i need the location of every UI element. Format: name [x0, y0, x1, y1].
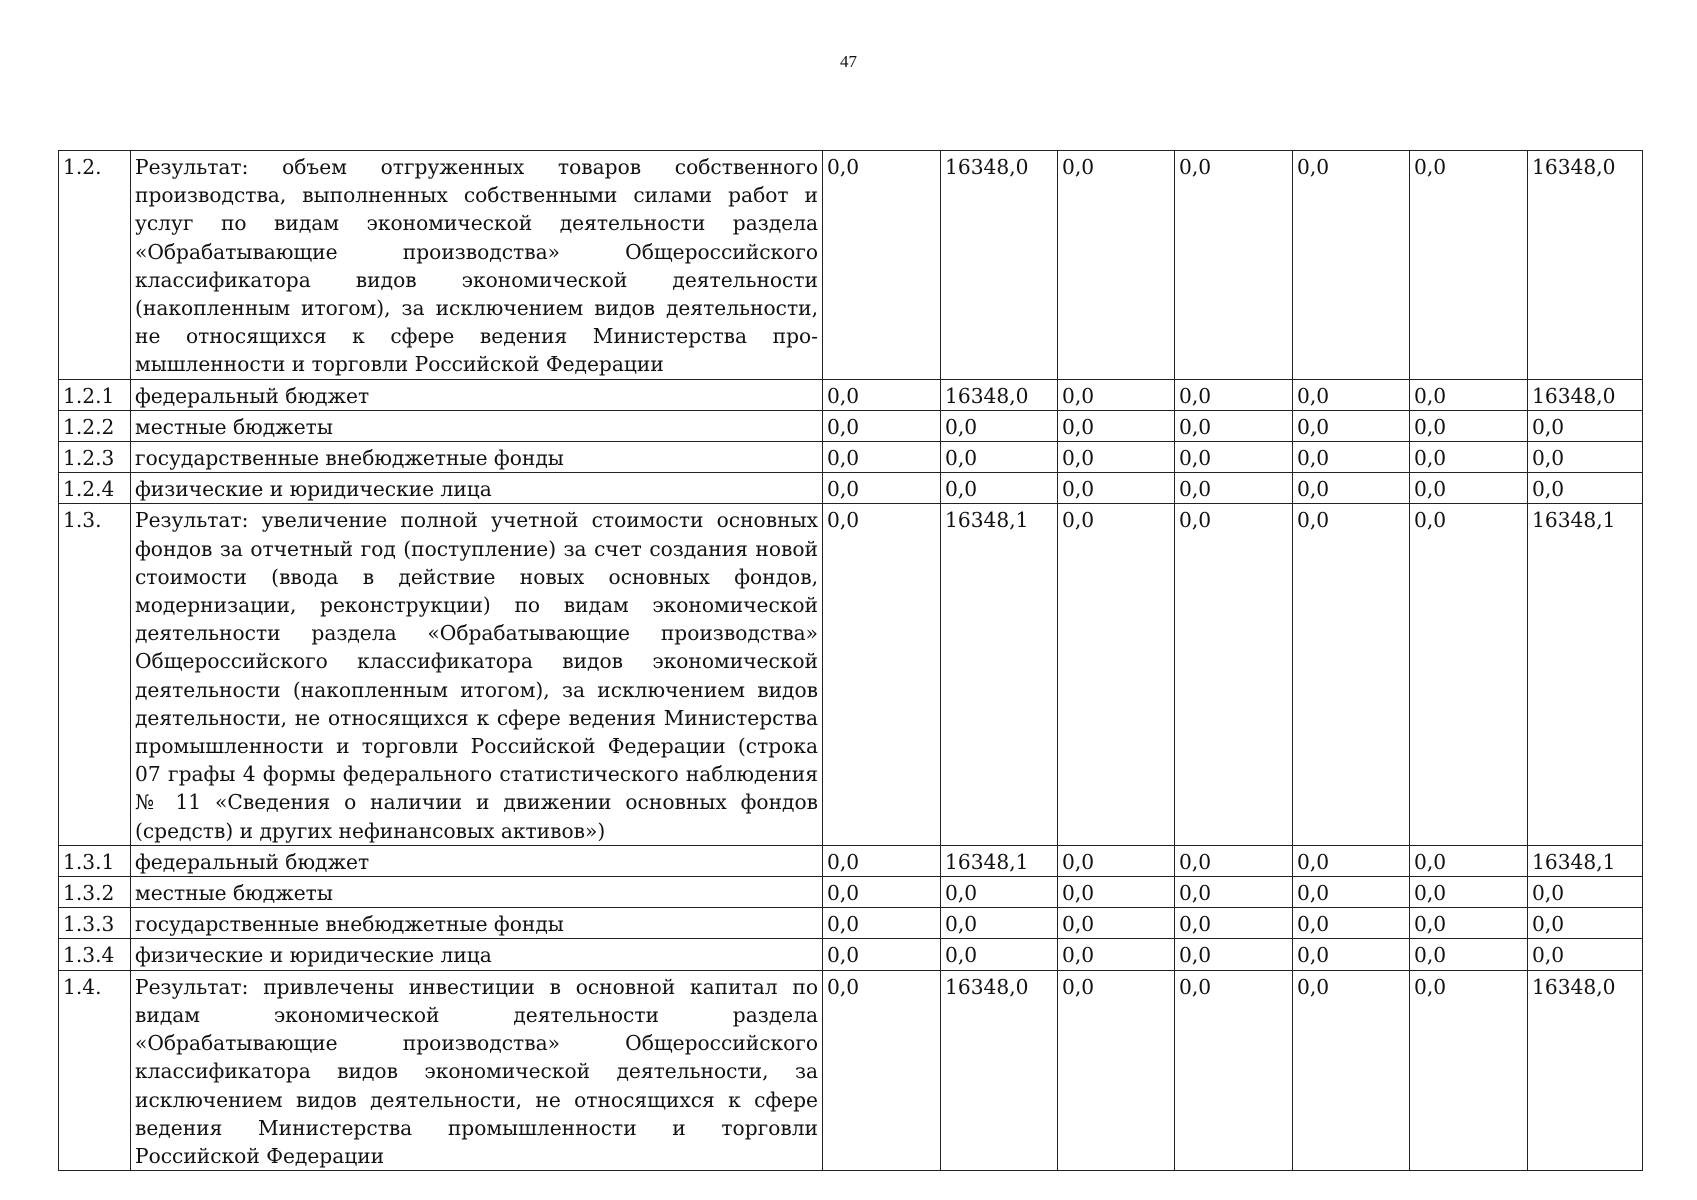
value-cell: 0,0: [941, 908, 1058, 939]
row-code: 1.4.: [59, 970, 131, 1170]
value-cell: 0,0: [823, 939, 941, 970]
value-cell: 0,0: [1175, 473, 1293, 504]
value-cell: 0,0: [1410, 410, 1528, 441]
table-row: [59, 442, 1643, 473]
value-cell: 0,0: [1175, 970, 1293, 1170]
value-cell: 0,0: [1175, 877, 1293, 908]
value-cell: 16348,1: [1528, 504, 1643, 845]
value-cell: 0,0: [1293, 845, 1410, 876]
value-cell: 0,0: [941, 473, 1058, 504]
table-row: [59, 504, 1643, 845]
value-cell: 16348,0: [1528, 151, 1643, 380]
value-cell: 0,0: [1293, 908, 1410, 939]
value-cell: 0,0: [823, 877, 941, 908]
value-cell: 0,0: [1175, 379, 1293, 410]
value-cell: 0,0: [1058, 877, 1175, 908]
value-cell: 16348,1: [941, 845, 1058, 876]
value-cell: 16348,0: [1528, 970, 1643, 1170]
value-cell: 0,0: [1175, 410, 1293, 441]
value-cell: 16348,0: [941, 151, 1058, 380]
value-cell: 0,0: [1410, 504, 1528, 845]
row-code: 1.3.3: [59, 908, 131, 939]
table-row: [59, 939, 1643, 970]
row-code: 1.3.1: [59, 845, 131, 876]
value-cell: 0,0: [941, 410, 1058, 441]
row-description: федеральный бюджет: [131, 379, 823, 410]
value-cell: 0,0: [1293, 939, 1410, 970]
value-cell: 0,0: [1058, 908, 1175, 939]
value-cell: 0,0: [1410, 970, 1528, 1170]
table-row: [59, 845, 1643, 876]
value-cell: 0,0: [823, 410, 941, 441]
budget-table: [58, 150, 1643, 1171]
value-cell: 0,0: [1410, 473, 1528, 504]
row-code: 1.2.3: [59, 442, 131, 473]
value-cell: 0,0: [1175, 442, 1293, 473]
value-cell: 0,0: [1293, 379, 1410, 410]
row-code: 1.2.2: [59, 410, 131, 441]
table-row: [59, 908, 1643, 939]
value-cell: 0,0: [1410, 877, 1528, 908]
value-cell: 0,0: [823, 473, 941, 504]
row-description: государственные внебюджетные фонды: [131, 908, 823, 939]
value-cell: 0,0: [1175, 151, 1293, 380]
value-cell: 0,0: [1410, 151, 1528, 380]
value-cell: 0,0: [823, 379, 941, 410]
table-body: [59, 151, 1643, 1171]
value-cell: 0,0: [1175, 908, 1293, 939]
value-cell: 0,0: [1175, 504, 1293, 845]
value-cell: 0,0: [1058, 410, 1175, 441]
row-code: 1.2.4: [59, 473, 131, 504]
row-description: государственные внебюджетные фонды: [131, 442, 823, 473]
row-code: 1.3.: [59, 504, 131, 845]
value-cell: 0,0: [1528, 442, 1643, 473]
value-cell: 0,0: [1410, 442, 1528, 473]
row-description: Результат: объем отгруженных товаров собственного производства, выполненных собственными силами работ и услуг по видам экономической деятельности раздела «Обрабатывающие производства» Общероссийского классификатора видов экономической деятельности (накопленным итогом), за исключением видов деятельности, не относящихся к сфере ведения Министерства промышленности и торговли Российской Федерации: [131, 151, 823, 380]
value-cell: 0,0: [1058, 845, 1175, 876]
row-description: Результат: привлечены инвестиции в основной капитал по видам экономической деятельности раздела «Обрабатывающие производства» Общероссийского классификатора видов экономической деятельности, за исключением видов деятельности, не относящихся к сфере ведения Министерства промышленности и торговли Российской Федерации: [131, 970, 823, 1170]
value-cell: 0,0: [1528, 473, 1643, 504]
value-cell: 0,0: [941, 939, 1058, 970]
value-cell: 0,0: [1293, 970, 1410, 1170]
value-cell: 0,0: [823, 908, 941, 939]
value-cell: 0,0: [1058, 473, 1175, 504]
value-cell: 0,0: [1293, 442, 1410, 473]
value-cell: 0,0: [1528, 410, 1643, 441]
value-cell: 0,0: [1293, 151, 1410, 380]
row-description: местные бюджеты: [131, 877, 823, 908]
value-cell: 0,0: [823, 442, 941, 473]
table-row: [59, 970, 1643, 1170]
value-cell: 0,0: [1528, 908, 1643, 939]
row-description: физические и юридические лица: [131, 473, 823, 504]
table-row: [59, 877, 1643, 908]
value-cell: 16348,0: [941, 970, 1058, 1170]
value-cell: 0,0: [1058, 379, 1175, 410]
table-row: [59, 151, 1643, 380]
value-cell: 0,0: [1410, 379, 1528, 410]
value-cell: 0,0: [1293, 504, 1410, 845]
row-description: физические и юридические лица: [131, 939, 823, 970]
value-cell: 0,0: [1058, 151, 1175, 380]
value-cell: 16348,0: [941, 379, 1058, 410]
value-cell: 0,0: [1175, 939, 1293, 970]
value-cell: 0,0: [1410, 939, 1528, 970]
value-cell: 0,0: [1175, 845, 1293, 876]
table-row: [59, 379, 1643, 410]
value-cell: 0,0: [941, 877, 1058, 908]
value-cell: 0,0: [1528, 877, 1643, 908]
value-cell: 0,0: [1410, 908, 1528, 939]
value-cell: 0,0: [1293, 877, 1410, 908]
value-cell: 0,0: [1058, 939, 1175, 970]
row-description: федеральный бюджет: [131, 845, 823, 876]
page-number: 47: [840, 52, 857, 71]
row-code: 1.2.1: [59, 379, 131, 410]
row-code: 1.2.: [59, 151, 131, 380]
value-cell: 0,0: [823, 504, 941, 845]
value-cell: 16348,1: [1528, 845, 1643, 876]
value-cell: 16348,1: [941, 504, 1058, 845]
row-description: Результат: увеличение полной учетной стоимости основных фондов за отчетный год (поступление) за счет создания новой стоимости (ввода в действие новых основных фондов, модернизации, реконструкции) по видам экономической деятельности раздела «Обрабатывающие производства» Общероссийского классификатора видов экономической деятельности (накопленным итогом), за исключением видов деятельности, не относящихся к сфере ведения Министерства промышленности и торговли Российской Федерации (строка 07 графы 4 формы федерального статистического наблюдения № 11 «Сведения о наличии и движении основных фондов (средств) и других нефинансовых активов»): [131, 504, 823, 845]
row-code: 1.3.4: [59, 939, 131, 970]
row-code: 1.3.2: [59, 877, 131, 908]
value-cell: 0,0: [1058, 970, 1175, 1170]
value-cell: 0,0: [823, 845, 941, 876]
value-cell: 0,0: [823, 151, 941, 380]
value-cell: 0,0: [941, 442, 1058, 473]
table-row: [59, 410, 1643, 441]
value-cell: 0,0: [1058, 504, 1175, 845]
value-cell: 0,0: [823, 970, 941, 1170]
value-cell: 0,0: [1293, 473, 1410, 504]
value-cell: 16348,0: [1528, 379, 1643, 410]
value-cell: 0,0: [1410, 845, 1528, 876]
value-cell: 0,0: [1058, 442, 1175, 473]
value-cell: 0,0: [1528, 939, 1643, 970]
table-row: [59, 473, 1643, 504]
row-description: местные бюджеты: [131, 410, 823, 441]
value-cell: 0,0: [1293, 410, 1410, 441]
